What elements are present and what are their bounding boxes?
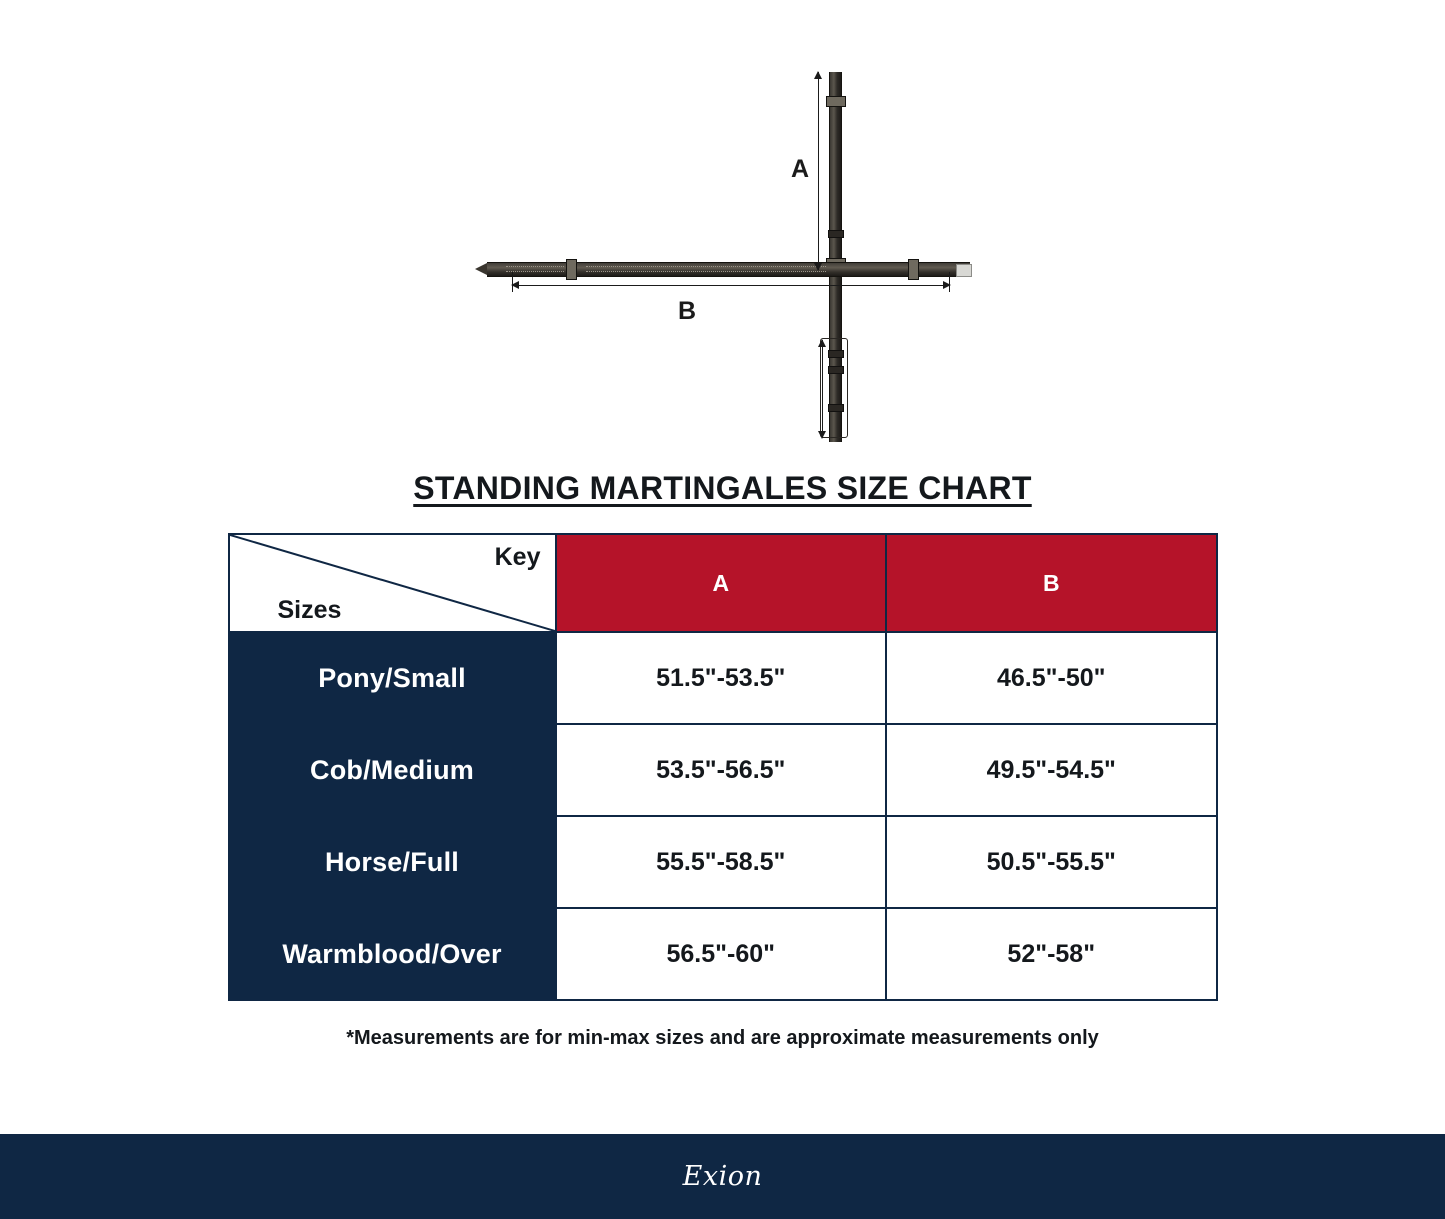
stitching-icon [586, 266, 826, 272]
column-header-label: Key [494, 543, 541, 571]
buckle-icon [908, 259, 919, 280]
dimension-label-b: B [678, 297, 697, 325]
size-label: Cob/Medium [229, 724, 556, 816]
value-a: 51.5"-53.5" [556, 632, 887, 724]
buckle-icon [566, 259, 577, 280]
table-row [229, 632, 1217, 724]
column-header-b: B [886, 534, 1217, 632]
value-a: 53.5"-56.5" [556, 724, 887, 816]
buckle-icon [826, 96, 846, 107]
value-b: 49.5"-54.5" [886, 724, 1217, 816]
keeper-icon [828, 230, 844, 238]
measurement-note: *Measurements are for min-max sizes and are approximate measurements only [346, 1027, 1099, 1049]
dimension-arrow-vertical-icon [818, 72, 819, 270]
dimension-label-a: A [791, 155, 810, 183]
stitching-icon [506, 266, 564, 272]
dimension-tick-icon [949, 272, 950, 292]
value-b: 52"-58" [886, 908, 1217, 1000]
table-row [229, 816, 1217, 908]
size-label: Warmblood/Over [229, 908, 556, 1000]
footer-bar [0, 1134, 1445, 1219]
table-row [229, 724, 1217, 816]
value-a: 56.5"-60" [556, 908, 887, 1000]
dimension-arrow-horizontal-icon [512, 285, 950, 286]
product-diagram [0, 0, 1445, 470]
column-header-a: A [556, 534, 887, 632]
page-title: STANDING MARTINGALES SIZE CHART [413, 470, 1032, 506]
value-b: 46.5"-50" [886, 632, 1217, 724]
table-corner-cell [229, 534, 556, 632]
neck-loop-icon [820, 338, 848, 438]
size-label: Pony/Small [229, 632, 556, 724]
table-header-row [229, 534, 1217, 632]
size-label: Horse/Full [229, 816, 556, 908]
row-header-label: Sizes [277, 596, 342, 624]
table-row [229, 908, 1217, 1000]
brand-logo: Exion [682, 1161, 763, 1192]
dimension-arrow-vertical-lower-icon [822, 340, 823, 438]
size-chart-table [228, 533, 1218, 1001]
value-a: 55.5"-58.5" [556, 816, 887, 908]
size-chart-container [228, 533, 1218, 1050]
dimension-tick-icon [512, 272, 513, 292]
value-b: 50.5"-55.5" [886, 816, 1217, 908]
